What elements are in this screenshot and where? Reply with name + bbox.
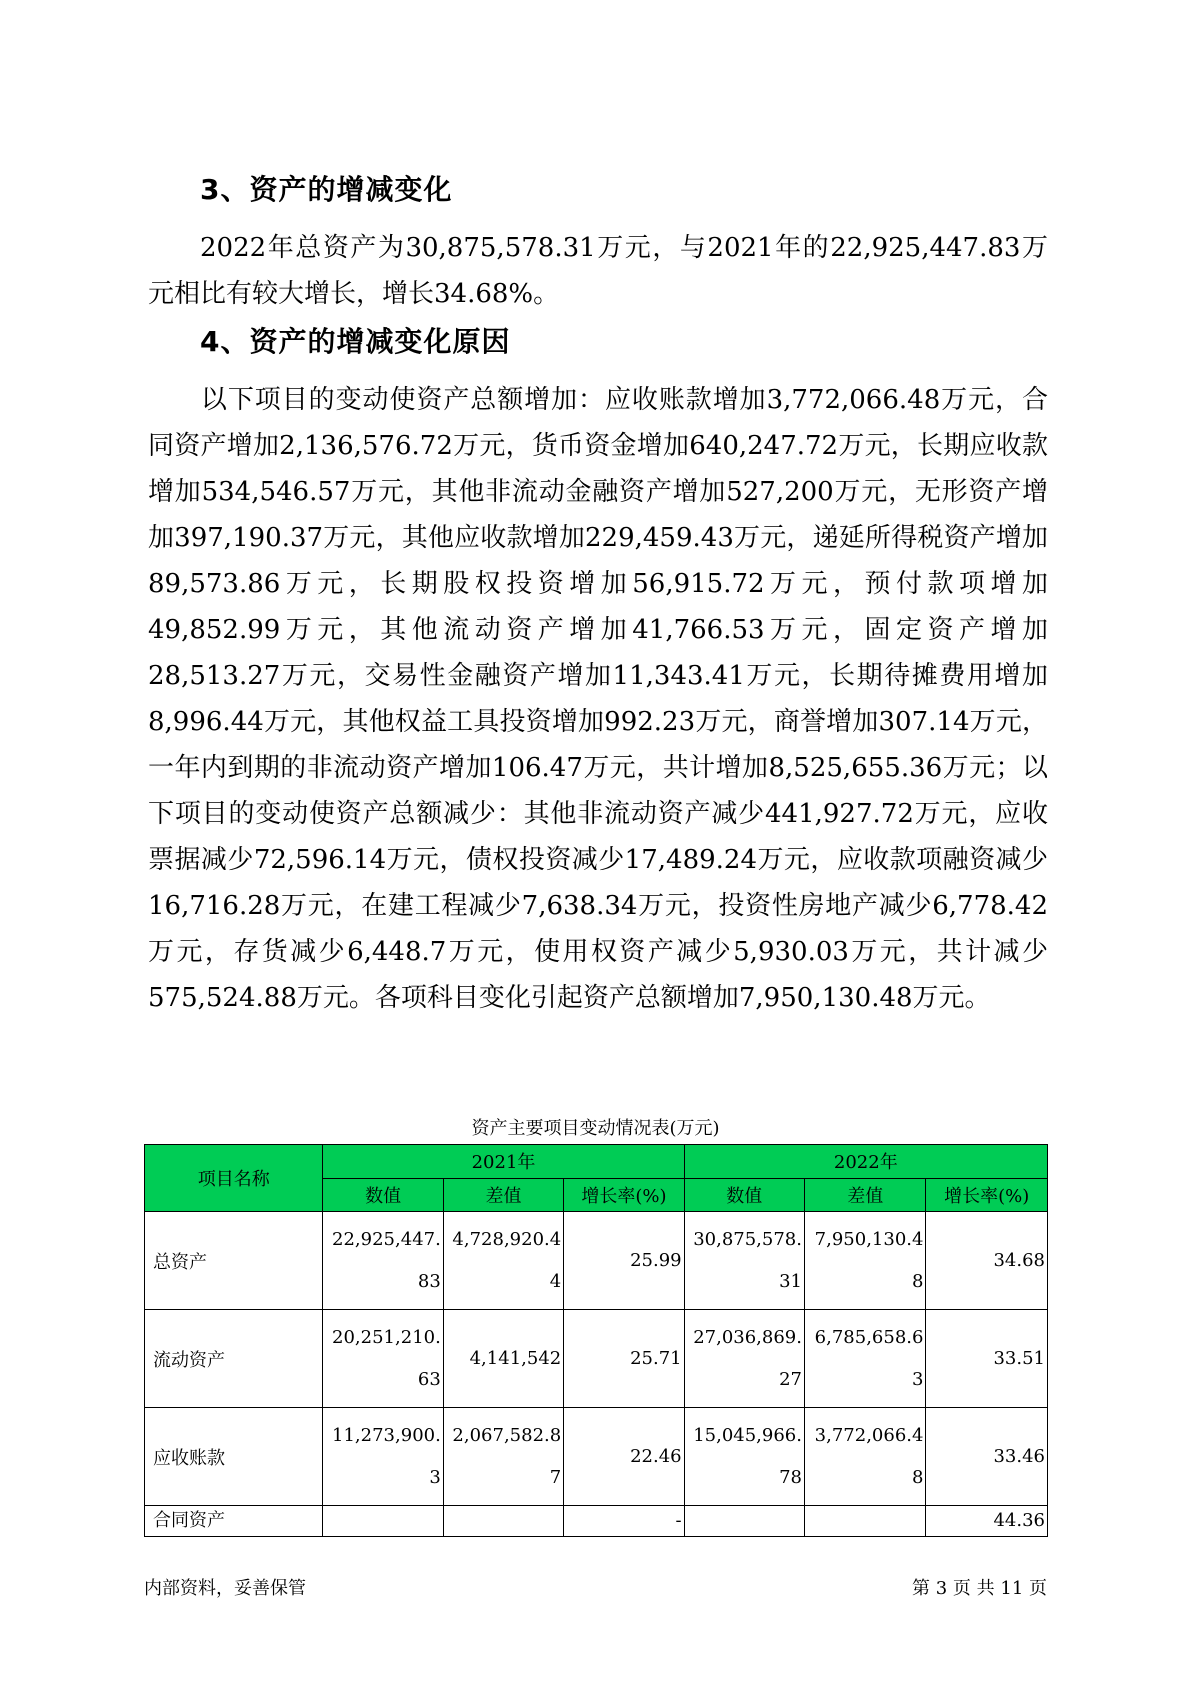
diff-2022 xyxy=(805,1506,926,1537)
col-header-rate-2021: 增长率(%) xyxy=(564,1178,684,1212)
rate-2021: - xyxy=(564,1506,684,1537)
paragraph-text: 2022年总资产为30,875,578.31万元，与2021年的22,925,447.83万元相比有较大增长，增长34.68%。 xyxy=(148,233,1048,309)
asset-change-table xyxy=(144,1144,1048,1537)
diff-2022: 6,785,658.63 xyxy=(805,1310,926,1408)
col-header-diff-2021: 差值 xyxy=(443,1178,563,1212)
value-2022: 27,036,869.27 xyxy=(684,1310,804,1408)
value-2021: 11,273,900.3 xyxy=(323,1408,443,1506)
col-header-diff-2022: 差值 xyxy=(805,1178,926,1212)
table-row xyxy=(145,1310,1048,1408)
value-2022: 30,875,578.31 xyxy=(684,1212,804,1310)
section-paragraph-4 xyxy=(148,377,1048,1021)
col-header-value-2021: 数值 xyxy=(323,1178,443,1212)
section-heading-3: 3、资产的增减变化 xyxy=(200,173,453,206)
section-paragraph-3 xyxy=(148,225,1048,317)
diff-2021: 4,141,542 xyxy=(443,1310,563,1408)
value-2022: 15,045,966.78 xyxy=(684,1408,804,1506)
table-row xyxy=(145,1506,1048,1537)
rate-2022: 44.36 xyxy=(926,1506,1048,1537)
rate-2022: 34.68 xyxy=(926,1212,1048,1310)
footer-confidential-note: 内部资料，妥善保管 xyxy=(144,1578,306,1599)
table-row xyxy=(145,1212,1048,1310)
col-header-rate-2022: 增长率(%) xyxy=(926,1178,1048,1212)
diff-2022: 3,772,066.48 xyxy=(805,1408,926,1506)
col-header-2021: 2021年 xyxy=(323,1145,684,1179)
rate-2021: 22.46 xyxy=(564,1408,684,1506)
footer-page-number: 第 3 页 共 11 页 xyxy=(912,1578,1047,1599)
row-name: 总资产 xyxy=(145,1212,323,1310)
value-2022 xyxy=(684,1506,804,1537)
rate-2022: 33.51 xyxy=(926,1310,1048,1408)
value-2021: 22,925,447.83 xyxy=(323,1212,443,1310)
col-header-value-2022: 数值 xyxy=(684,1178,804,1212)
col-header-2022: 2022年 xyxy=(684,1145,1047,1179)
diff-2021: 2,067,582.87 xyxy=(443,1408,563,1506)
table-caption: 资产主要项目变动情况表(万元) xyxy=(471,1118,720,1139)
diff-2022: 7,950,130.48 xyxy=(805,1212,926,1310)
row-name: 合同资产 xyxy=(145,1506,323,1537)
paragraph-text: 以下项目的变动使资产总额增加：应收账款增加3,772,066.48万元，合同资产增加2,136,576.72万元，货币资金增加640,247.72万元，长期应收款增加534,546.57万元，其他非流动金融资产增加527,200万元，无形资产增加397,190.37万元，其他应收款增加229,459.43万元，递延所得税资产增加89,573.86万元，长期股权投资增加56,915.72万元，预付款项增加49,852.99万元，其他流动资产增加41,766.53万元，固定资产增加28,513.27万元，交易性金融资产增加11,343.41万元，长期待摊费用增加8,996.44万元，其他权益工具投资增加992.23万元，商誉增加307.14万元，一年内到期的非流动资产增加106.47万元，共计增加8,525,655.36万元；以下项目的变动使资产总额减少：其他非流动资产减少441,927.72万元，应收票据减少72,596.14万元，债权投资减少17,489.24万元，应收款项融资减少16,716.28万元，在建工程减少7,638.34万元，投资性房地产减少6,778.42万元，存货减少6,448.7万元，使用权资产减少5,930.03万元，共计减少575,524.88万元。各项科目变化引起资产总额增加7,950,130.48万元。 xyxy=(148,385,1048,1013)
value-2021: 20,251,210.63 xyxy=(323,1310,443,1408)
rate-2021: 25.99 xyxy=(564,1212,684,1310)
value-2021 xyxy=(323,1506,443,1537)
col-header-name: 项目名称 xyxy=(145,1145,323,1212)
rate-2021: 25.71 xyxy=(564,1310,684,1408)
section-heading-4: 4、资产的增减变化原因 xyxy=(200,325,511,358)
rate-2022: 33.46 xyxy=(926,1408,1048,1506)
diff-2021: 4,728,920.44 xyxy=(443,1212,563,1310)
table-row xyxy=(145,1408,1048,1506)
diff-2021 xyxy=(443,1506,563,1537)
row-name: 流动资产 xyxy=(145,1310,323,1408)
row-name: 应收账款 xyxy=(145,1408,323,1506)
